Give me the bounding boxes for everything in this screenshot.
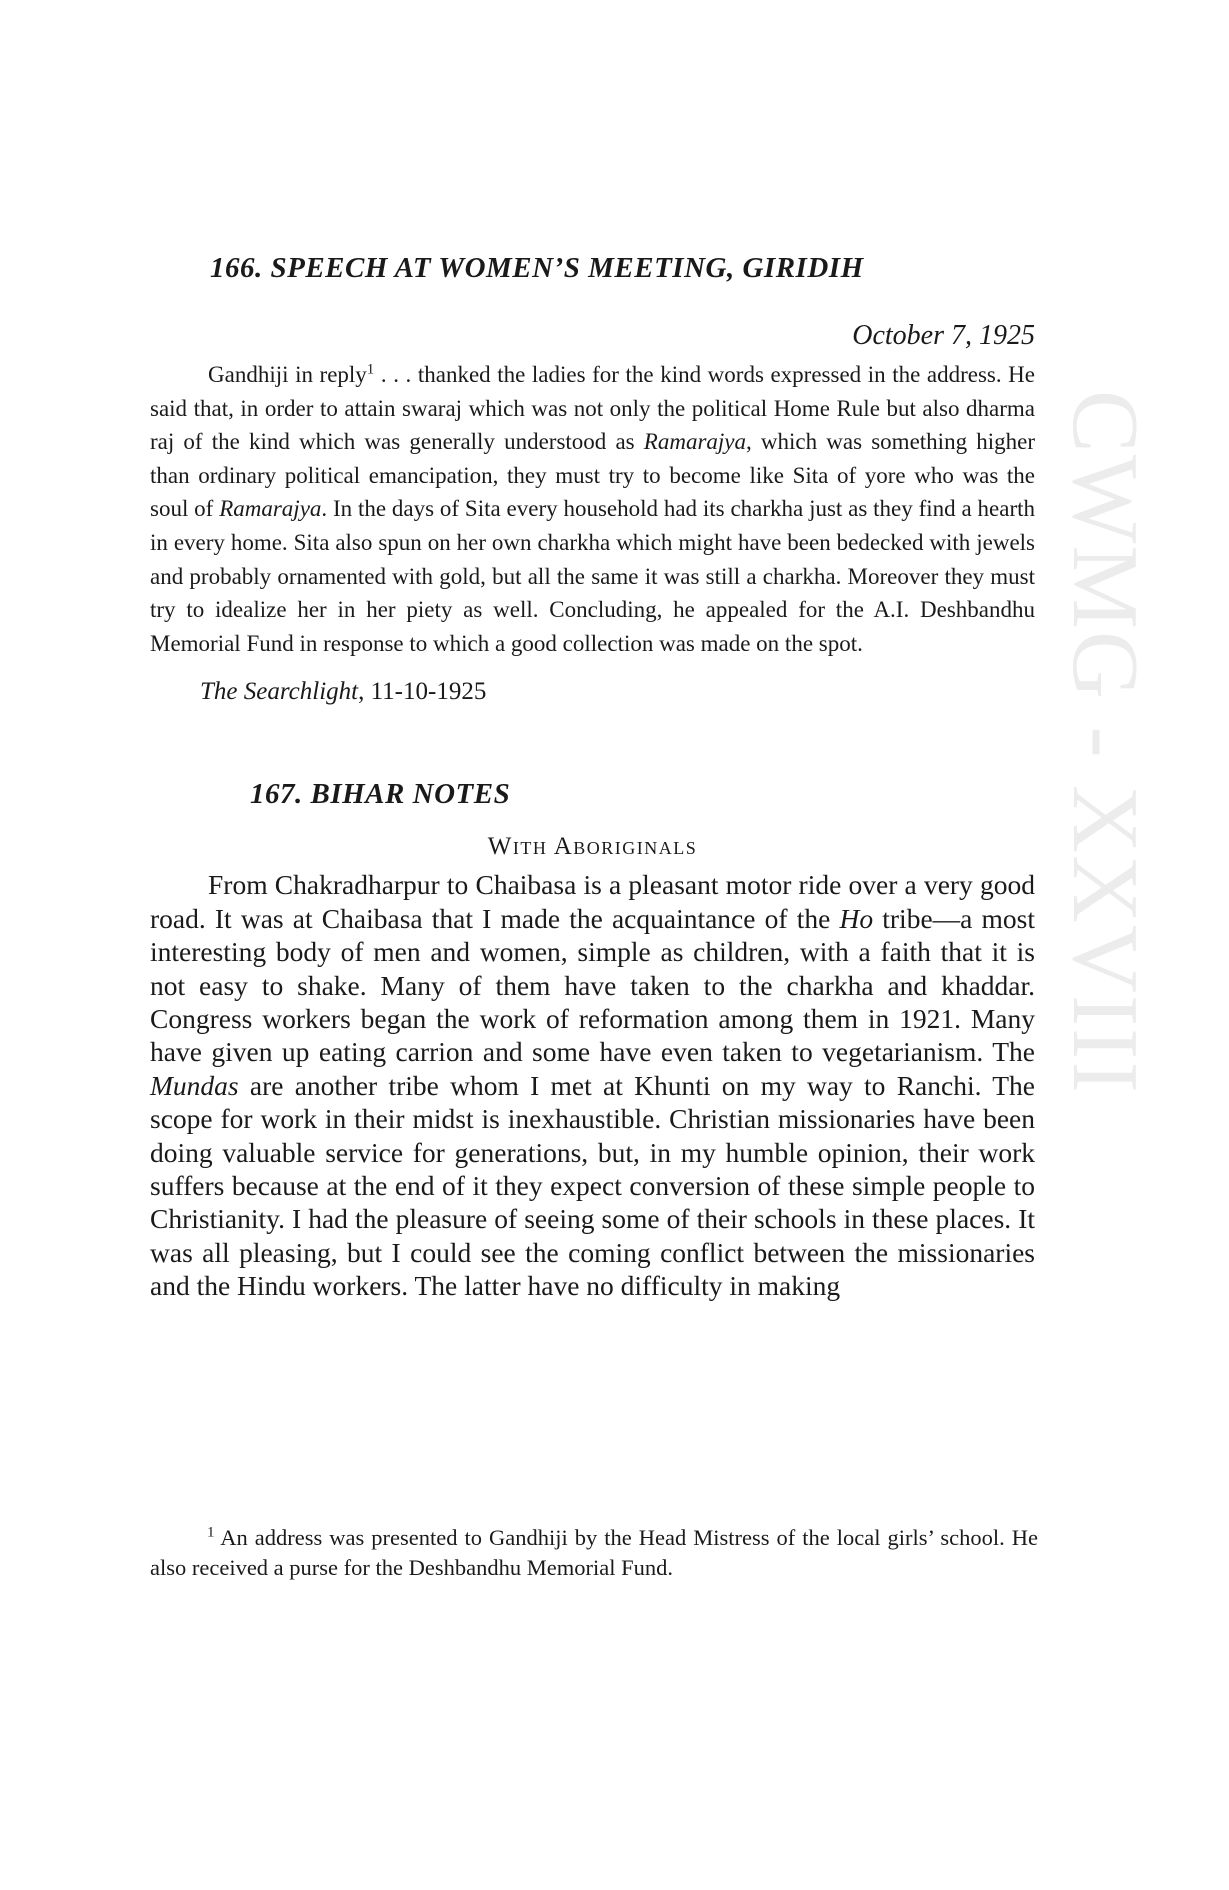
- section-167: [150, 776, 1035, 1302]
- text-run: , which was something higher than ordinary political emancipation, they must try to become like Sita of yore who was the soul of: [150, 429, 1035, 522]
- watermark-text: CWMG - XXVIII: [1053, 390, 1157, 1095]
- italic-term: Ramarajya: [219, 496, 322, 522]
- footnote: [150, 1523, 1038, 1583]
- notes-paragraph: [150, 868, 1035, 1302]
- source-publication: The Searchlight: [200, 678, 359, 706]
- footnote-text: An address was presented to Gandhiji by the Head Mistress of the local girls’ school. He also received a purse for the Deshbandhu Memorial Fund.: [150, 1525, 1038, 1580]
- section-heading: 167. BIHAR NOTES: [250, 778, 511, 811]
- text-run: . . . thanked the ladies for the kind words expressed in the address. He said that, in order to attain swaraj which was not only the political Home Rule but also dharma raj of the kind which was generally understood as: [150, 362, 1035, 455]
- section-subheading: With Aboriginals: [487, 833, 698, 861]
- text-run: are another tribe whom I met at Khunti on my way to Ranchi. The scope for work in their midst is inexhaustible. Christian missionaries have been doing valuable service for generations, but, in my humble opinion, their work suffers because at the end of it they expect conversion of these simple people to Christianity. I had the pleasure of seeing some of their schools in these places. It was all pleasing, but I could see the coming conflict between the missionaries and the Hindu workers. The latter have no difficulty in making: [150, 1069, 1035, 1302]
- source-citation: [200, 674, 1035, 710]
- text-run: From Chakradharpur to Chaibasa is a pleasant motor ride over a very good road. It was at Chaibasa that I made the acquaintance of the: [150, 869, 1035, 934]
- text-run: Gandhiji in reply: [208, 362, 367, 387]
- source-separator: ,: [358, 678, 371, 706]
- section-166: [150, 250, 1035, 710]
- section-heading: 166. SPEECH AT WOMEN’S MEETING, GIRIDIH: [210, 252, 864, 284]
- speech-date: October 7, 1925: [852, 320, 1035, 351]
- footnote-marker: 1: [366, 361, 375, 378]
- italic-term: Ramarajya: [643, 429, 747, 455]
- text-run: tribe—a most interesting body of men and women, simple as children, with a faith that it is not easy to shake. Many of them have taken to the charkha and khaddar. Congress workers began the work of reformation among them in 1921. Many have given up eating carrion and some have even taken to vegetarianism. The: [150, 902, 1036, 1068]
- italic-term: Mundas: [150, 1069, 239, 1101]
- footnote-number: 1: [207, 1524, 215, 1541]
- speech-paragraph: [150, 358, 1035, 660]
- watermark: [1053, 390, 1157, 1510]
- main-content: [150, 250, 1035, 1303]
- source-date: 11-10-1925: [370, 678, 487, 706]
- italic-term: Ho: [839, 902, 874, 934]
- text-run: . In the days of Sita every household had its charkha just as they find a hearth in every home. Sita also spun on her own charkha which might have been bedecked with jewels and probably ornamented with gold, but all the same it was still a charkha. Moreover they must try to idealize her in her piety as well. Concluding, he appealed for the A.I. Deshbandhu Memorial Fund in response to which a good collection was made on the spot.: [150, 496, 1036, 656]
